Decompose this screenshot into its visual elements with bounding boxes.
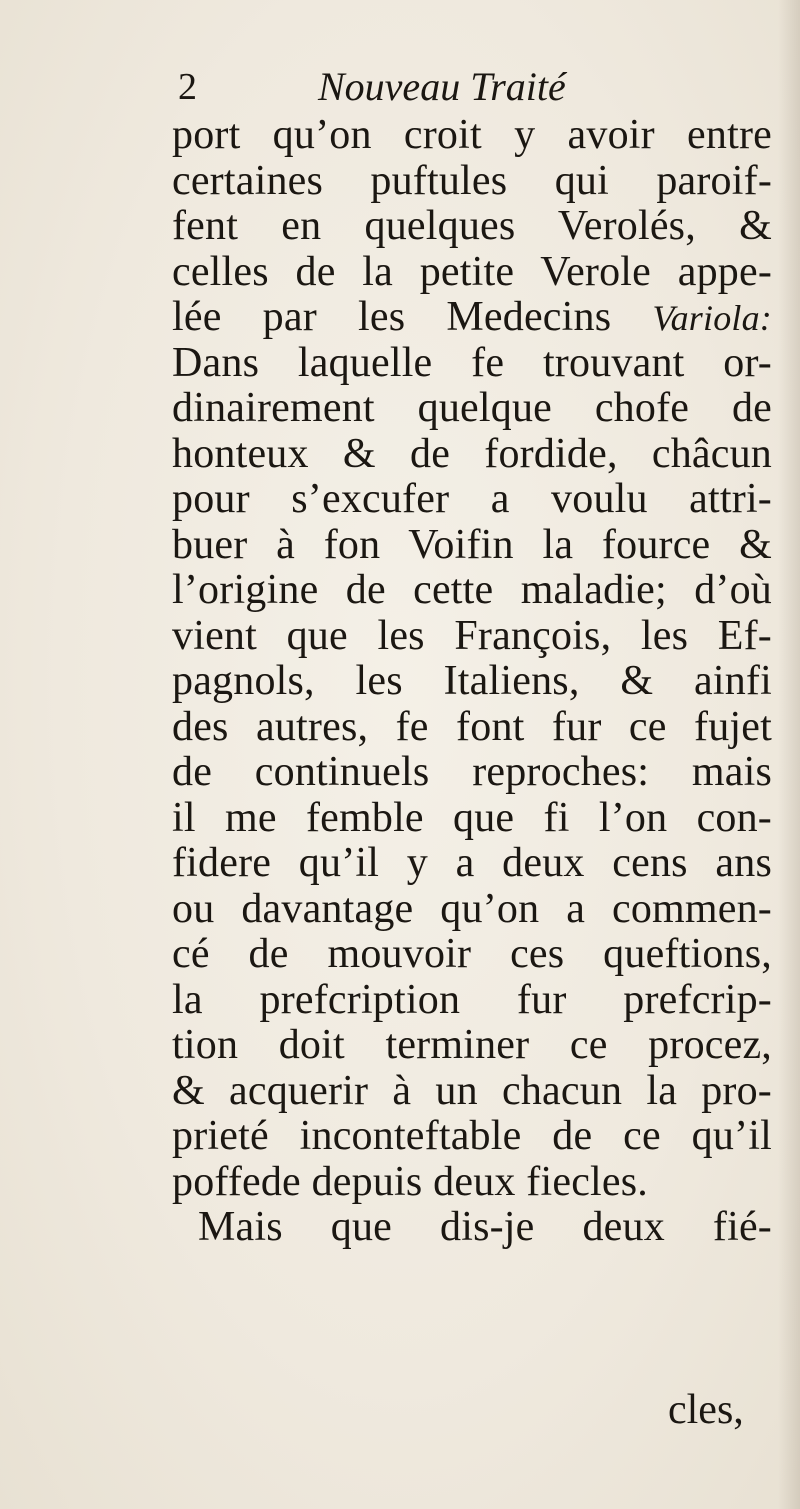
page-header [168,62,668,112]
text-line: lée par les Medecins [172,294,612,340]
text-line: fidere qu’il y a deux cens ans [172,840,772,886]
text-line: honteux & de fordide, châcun [172,430,772,477]
running-title: Nouveau Traité [318,64,566,109]
text-line: tion doit terminer ce procez, [172,1022,772,1068]
text-line: pour s’excufer a voulu attri- [172,476,772,522]
text-line: cé de mouvoir ces queftions, [172,931,772,977]
text-line: il me femble que fi l’on con- [172,794,772,841]
text-line: pagnols, les Italiens, & ainfi [172,658,772,704]
text-line: ou davantage qu’on a commen- [172,885,772,932]
text-line: vient que les François, les Ef- [172,612,772,659]
text-line: buer à fon Voifin la fource & [172,521,772,568]
text-line: dinairement quelque chofe de [172,385,772,431]
text-line: des autres, fe font fur ce fujet [172,703,772,750]
text-line: poffede depuis deux fiecles. [172,1158,648,1205]
text-line: l’origine de cette maladie; d’où [172,567,772,613]
text-line: la prefcription fur prefcrip- [172,976,772,1023]
text-line-with-term [172,295,772,341]
italic-term: Variola: [652,298,772,338]
text-line: & acquerir à un chacun la pro- [172,1067,772,1114]
page-edge-shadow [778,0,800,1509]
text-line: prieté inconteftable de ce qu’il [172,1113,772,1159]
catchword: cles, [668,1387,744,1433]
text-line: certaines puftules qui paroif- [172,157,772,204]
text-line: fent en quelques Verolés, & [172,203,772,249]
text-line: de continuels reproches: mais [172,749,772,795]
body-text [172,113,772,1251]
text-line: Dans laquelle fe trouvant or- [172,339,772,386]
text-line: port qu’on croit y avoir entre [172,112,772,158]
text-line-paragraph-start: Mais que dis-je deux fié- [198,1204,772,1250]
text-line: celles de la petite Verole appe- [172,248,772,295]
page-number: 2 [178,66,197,108]
